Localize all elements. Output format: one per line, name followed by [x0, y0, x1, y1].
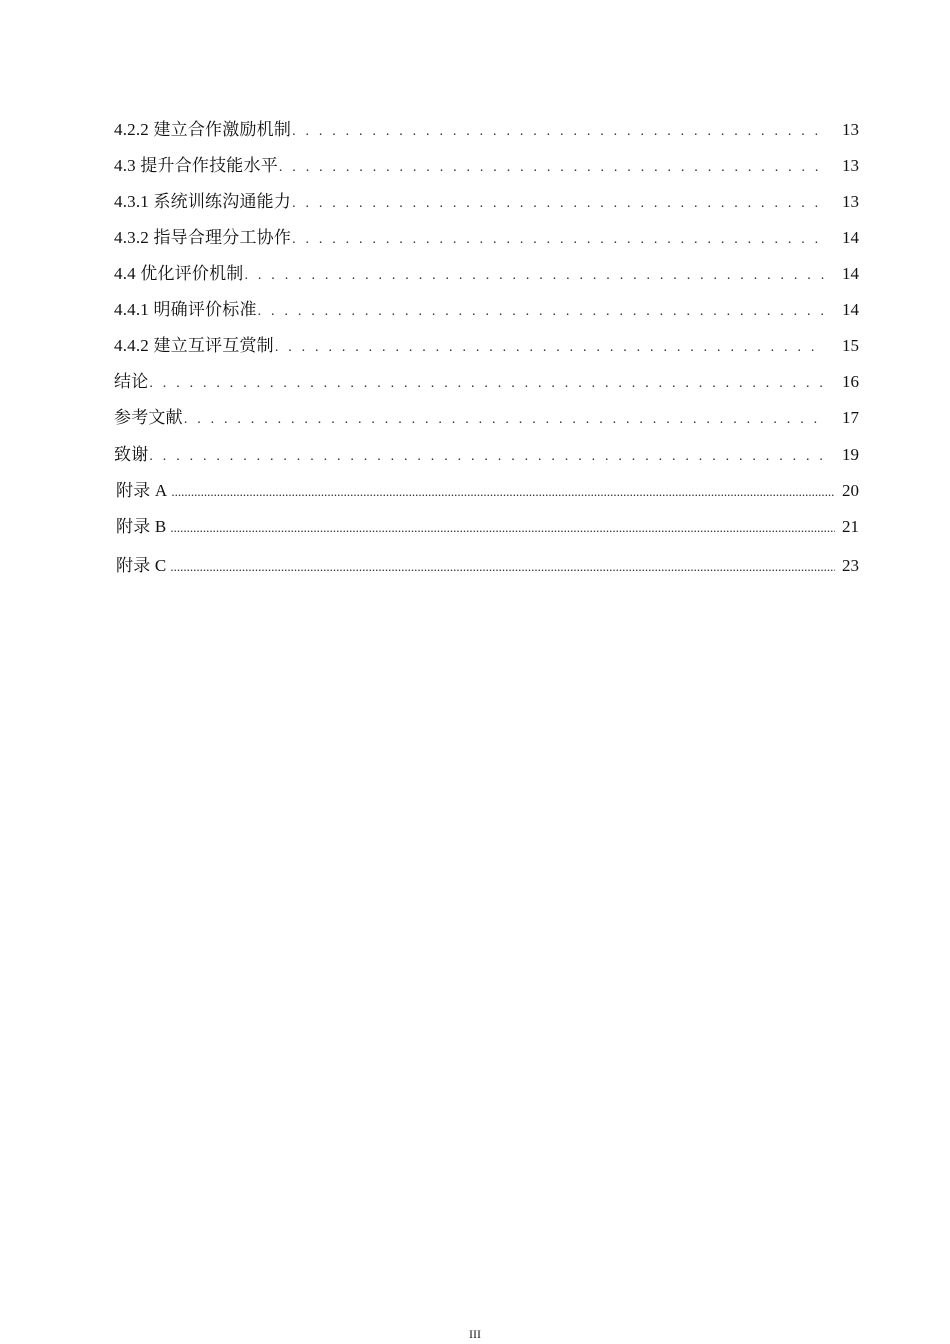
- toc-entry-label: 参考文献: [114, 408, 183, 427]
- toc-entry-page: 21: [842, 517, 859, 536]
- page-number: III: [469, 1327, 481, 1341]
- toc-entry-page: 13: [842, 156, 859, 175]
- toc-dot-leader: [245, 264, 826, 288]
- toc-entry-page: 14: [842, 228, 859, 247]
- toc-dot-leader: [171, 480, 835, 504]
- toc-entry-label: 4.2.2 建立合作激励机制: [114, 120, 292, 139]
- toc-entry-page: 13: [842, 120, 859, 139]
- toc-entry-page: 16: [842, 372, 859, 391]
- toc-entry-4-4-1[interactable]: [114, 298, 859, 322]
- toc-entry-label: 附录 A: [116, 481, 168, 500]
- toc-entry-label: 附录 B: [116, 517, 167, 536]
- toc-dot-leader: [170, 516, 835, 540]
- toc-entry-4-4-2[interactable]: [114, 334, 859, 358]
- toc-entry-4-3-1[interactable]: [114, 190, 859, 214]
- table-of-contents: [0, 0, 950, 600]
- toc-entry-4-3[interactable]: [114, 154, 859, 178]
- toc-entry-references[interactable]: [114, 406, 859, 430]
- toc-dot-leader: [184, 408, 825, 432]
- toc-entry-label: 4.4.2 建立互评互赏制: [114, 336, 274, 355]
- toc-dot-leader: [292, 228, 825, 252]
- toc-entry-label: 4.3.2 指导合理分工协作: [114, 228, 292, 247]
- toc-dot-leader: [149, 445, 825, 469]
- toc-entry-label: 4.3.1 系统训练沟通能力: [114, 192, 292, 211]
- toc-entry-page: 14: [842, 300, 859, 319]
- toc-entry-label: 致谢: [114, 445, 149, 464]
- toc-entry-page: 20: [842, 481, 859, 500]
- toc-entry-label: 结论: [114, 372, 149, 391]
- toc-entry-acknowledgements[interactable]: [114, 443, 859, 467]
- toc-entry-label: 4.4.1 明确评价标准: [114, 300, 257, 319]
- toc-entry-label: 4.3 提升合作技能水平: [114, 156, 278, 175]
- toc-entry-page: 23: [842, 556, 859, 575]
- toc-dot-leader: [292, 192, 825, 216]
- toc-entry-label: 附录 C: [116, 556, 167, 575]
- toc-entry-4-4[interactable]: [114, 262, 859, 286]
- toc-entry-page: 17: [842, 408, 859, 427]
- toc-dot-leader: [170, 555, 835, 579]
- toc-dot-leader: [258, 300, 825, 324]
- toc-dot-leader: [292, 120, 825, 144]
- toc-entry-page: 13: [842, 192, 859, 211]
- toc-entry-label: 4.4 优化评价机制: [114, 264, 244, 283]
- toc-dot-leader: [275, 336, 825, 360]
- toc-dot-leader: [279, 156, 825, 180]
- toc-entry-page: 14: [842, 264, 859, 283]
- toc-entry-4-3-2[interactable]: [114, 226, 859, 250]
- toc-entry-appendix-a[interactable]: [114, 479, 859, 503]
- toc-entry-appendix-b[interactable]: [114, 515, 859, 539]
- toc-entry-appendix-c[interactable]: [114, 554, 859, 578]
- toc-dot-leader: [149, 372, 825, 396]
- toc-entry-conclusion[interactable]: [114, 370, 859, 394]
- toc-entry-page: 15: [842, 336, 859, 355]
- toc-entry-page: 19: [842, 445, 859, 464]
- toc-entry-4-2-2[interactable]: [114, 118, 859, 142]
